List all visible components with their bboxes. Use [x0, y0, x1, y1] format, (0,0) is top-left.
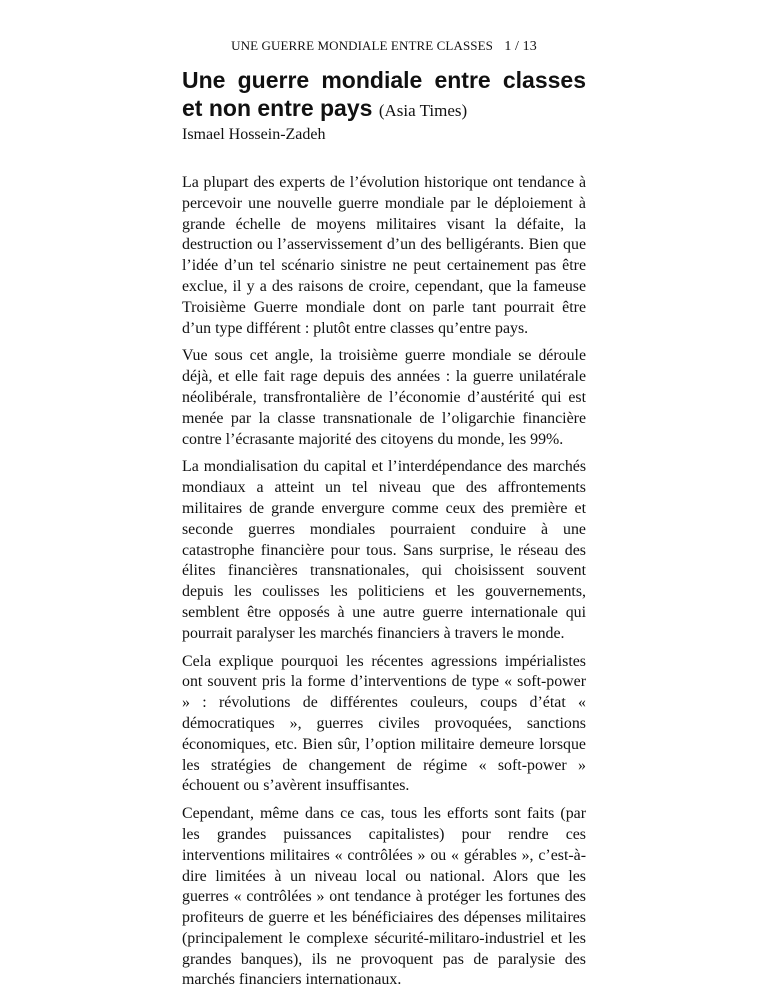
paragraph: La plupart des experts de l’évolution historique ont tendance à percevoir une nouvelle guerre mondiale par le déploiement à grande échelle de moyens militaires visant la défaite, la destruction ou l’asservissement d’un des belligérants. Bien que l’idée d’un tel scénario sinistre ne peut certainement pas être exclue, il y a des raisons de croire, cependant, que la fameuse Troisième Guerre mondiale dont on parle tant pourrait être d’un type différent : plutôt entre classes qu’entre pays.: [182, 174, 586, 337]
article-body: [182, 173, 586, 998]
paragraph: La mondialisation du capital et l’interdépendance des marchés mondiaux a atteint un tel niveau que des affrontements militaires de grande envergure comme ceux des première et seconde guerres mondiales pourraient conduire à une catastrophe financière pour tous. Sans surprise, le réseau des élites financières transnationales, qui choisissent souvent depuis les coulisses les politiciens et les gouvernements, semblent être opposés à une autre guerre internationale qui pourrait paralyser les marchés financiers à travers le monde.: [182, 458, 586, 642]
running-title: UNE GUERRE MONDIALE ENTRE CLASSES: [231, 38, 493, 53]
page-number: 1 / 13: [504, 39, 537, 54]
running-header: [182, 38, 586, 55]
paragraph: Cependant, même dans ce cas, tous les efforts sont faits (par les grandes puissances capitalistes) pour rendre ces interventions militaires « contrôlées » ou « gérables », c’est-à-dire limitées à un niveau local ou national. Alors que les guerres « contrôlées » ont tendance à protéger les fortunes des profiteurs de guerre et les bénéficiaires des dépenses militaires (principalement le complexe sécurité-militaro-industriel et les grandes banques), ils ne provoquent pas de paralysie des marchés financiers internationaux.: [182, 805, 586, 989]
paragraph: Cela explique pourquoi les récentes agressions impérialistes ont souvent pris la forme d’interventions de type « soft-power » : révolutions de différentes couleurs, coups d’état « démocratiques », guerres civiles provoquées, sanctions économiques, etc. Bien sûr, l’option militaire demeure lorsque les stratégies de changement de régime « soft-power » échouent ou s’avèrent insuffisantes.: [182, 652, 586, 795]
title-block: [182, 66, 586, 125]
paragraph: Vue sous cet angle, la troisième guerre mondiale se déroule déjà, et elle fait rage depuis des années : la guerre unilatérale néolibérale, transfrontalière de l’économie d’austérité qui est menée par la classe transnationale de l’oligarchie financière contre l’écrasante majorité des citoyens du monde, les 99%.: [182, 347, 586, 448]
article-source: (Asia Times): [378, 101, 468, 120]
article-author: Ismael Hossein-Zadeh: [182, 126, 326, 143]
article-title-text: Une guerre mondiale entre classes et non entre pays: [182, 67, 586, 121]
article-title: [182, 66, 586, 125]
